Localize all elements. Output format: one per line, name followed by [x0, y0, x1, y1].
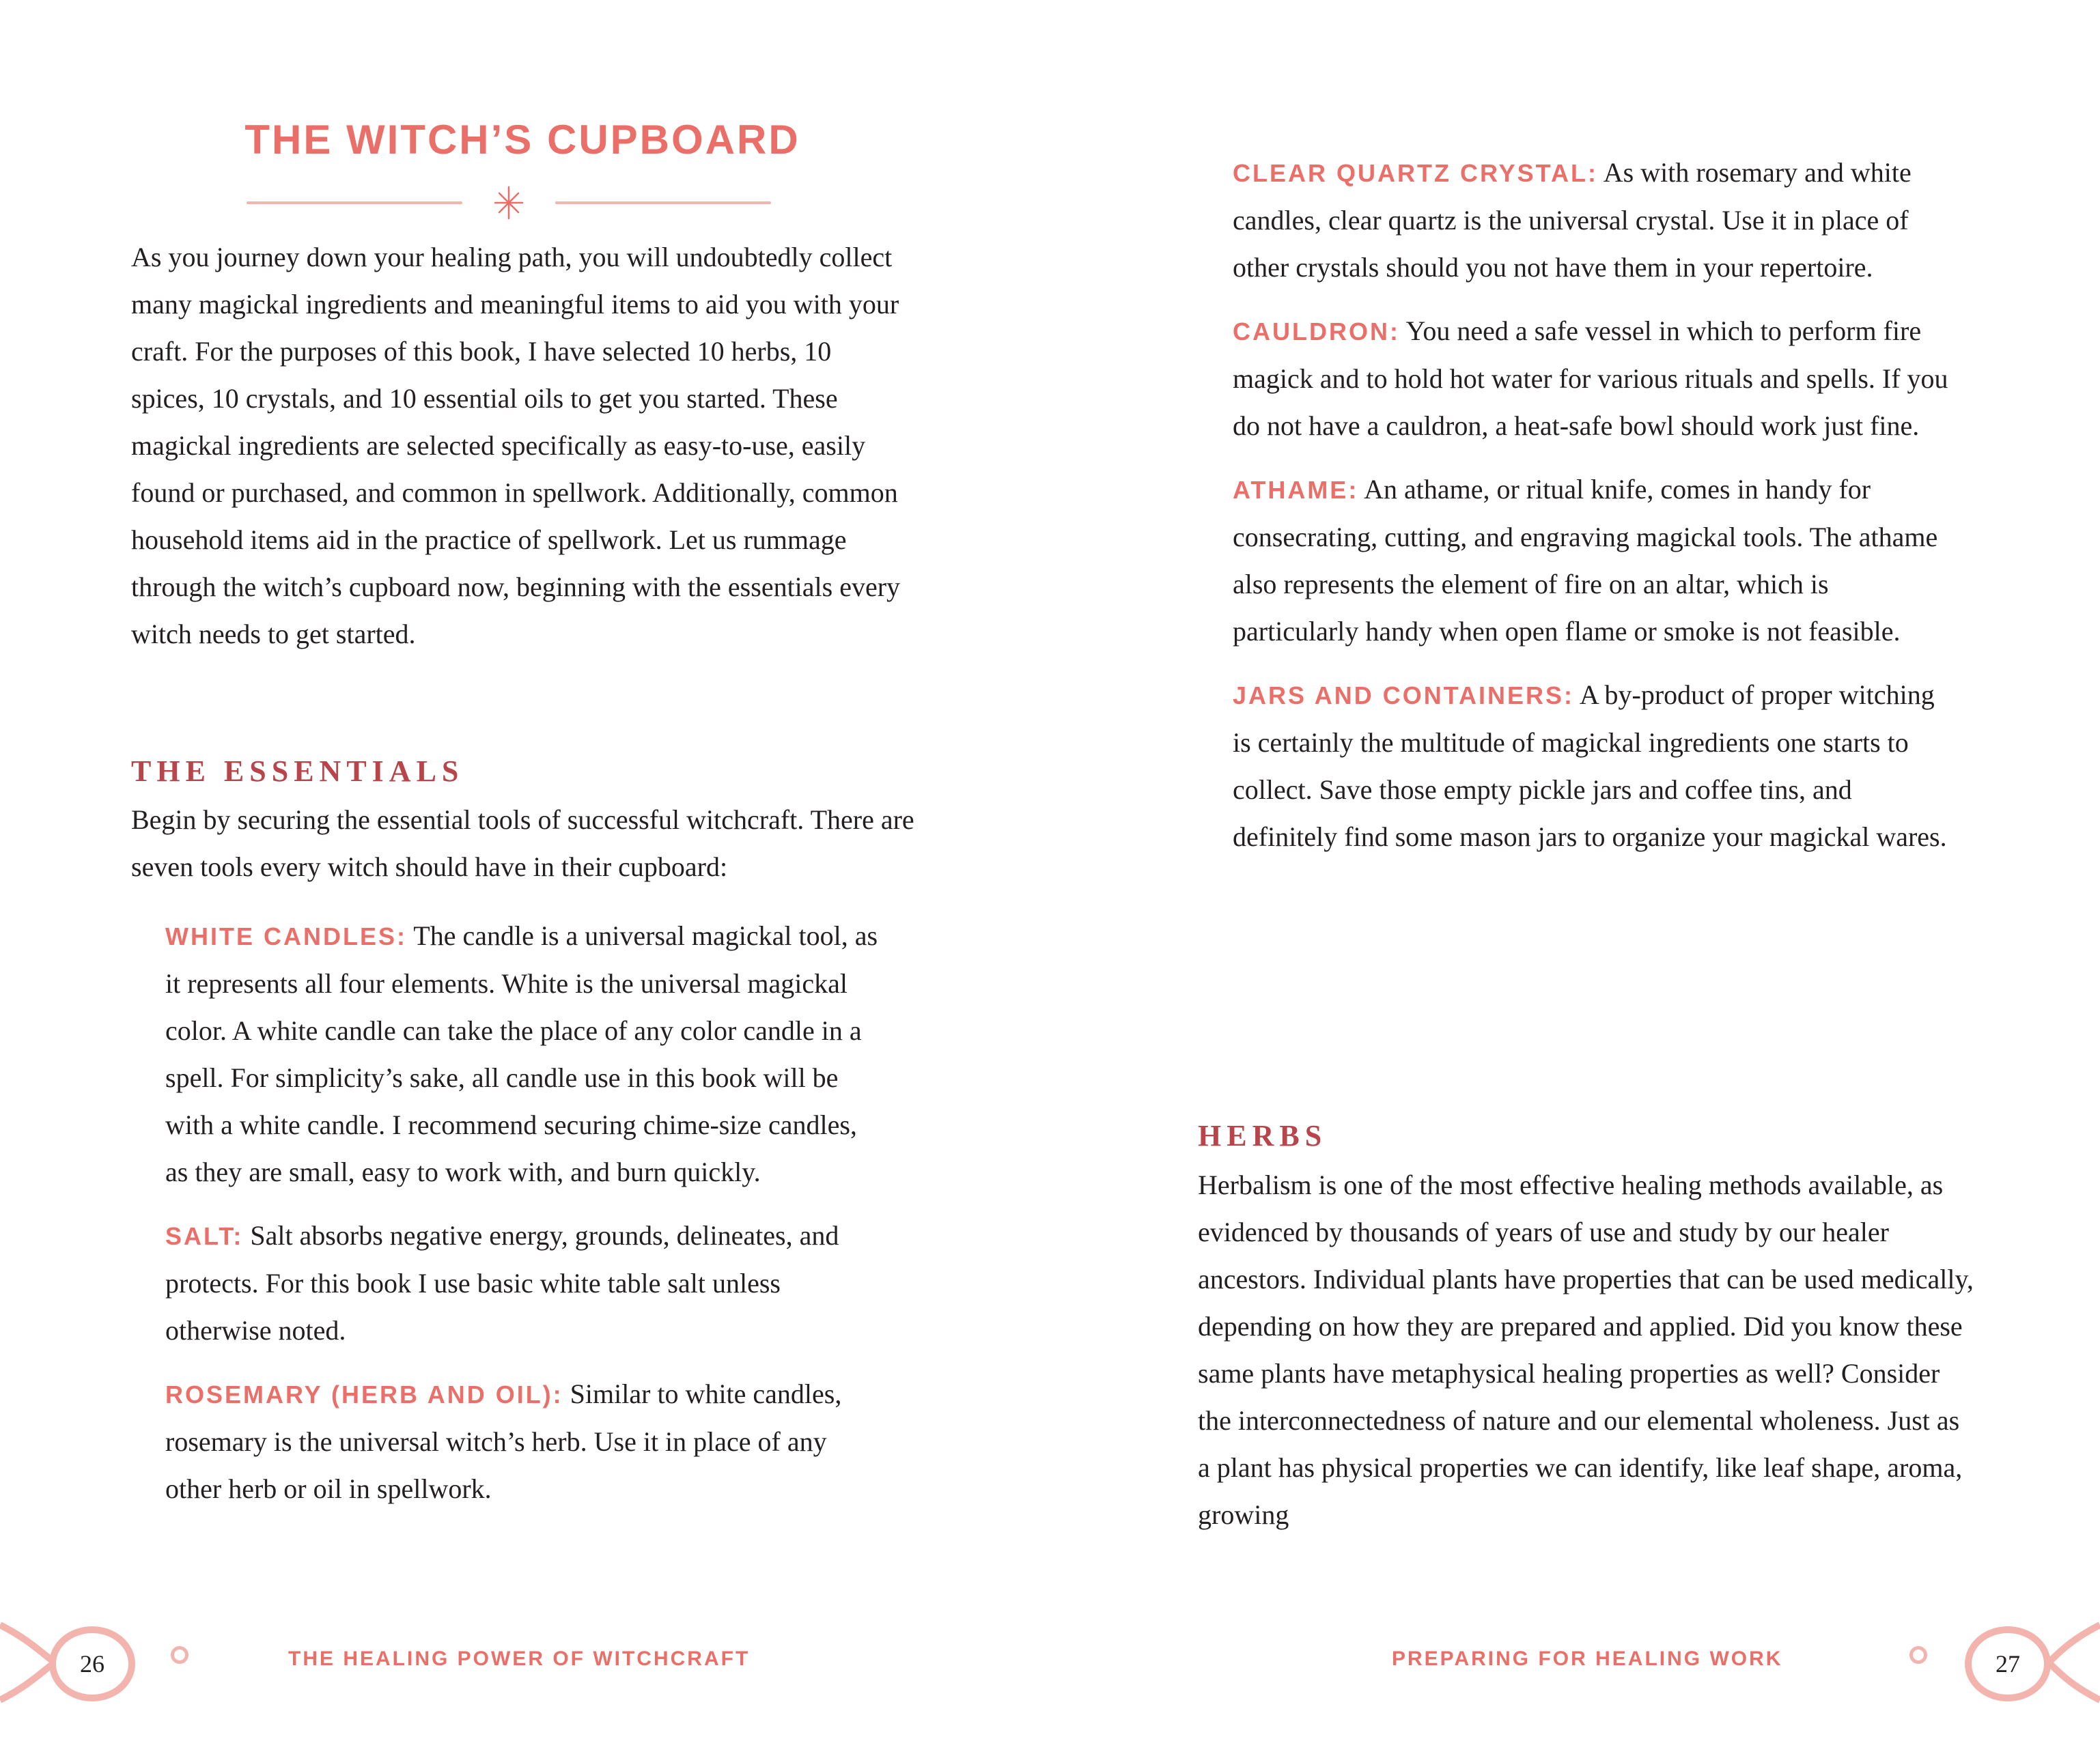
- essentials-heading: THE ESSENTIALS: [131, 754, 464, 788]
- circle-dot-icon: [171, 1646, 188, 1664]
- item-description: The candle is a universal magickal tool, as it represents all four elements. White is the universal magickal color. A white candle can take the place of any color candle in a spell. For simplicity’s sake, all candle use in this book will be with a white candle. I recommend securing chime-size candles, as they are small, easy to work with, and burn quickly.: [165, 920, 878, 1187]
- item-term: CAULDRON:: [1233, 317, 1400, 345]
- item-term: JARS AND CONTAINERS:: [1233, 681, 1575, 709]
- essential-item-white-candles: [165, 912, 882, 1195]
- herbs-paragraph: Herbalism is one of the most effective healing methods available, as evidenced by thousands of years of use and study by our healer ancestors. Individual plants have properties that can be used medically, depending on how they are prepared and applied. Did you know these same plants have metaphysical healing properties as well? Consider the interconnectedness of nature and our elemental wholeness. Just as a plant has physical properties we can identify, like leaf shape, aroma, growing: [1198, 1170, 1974, 1530]
- knot-swirl-icon: [2049, 1611, 2100, 1714]
- item-description: An athame, or ritual knife, comes in handy for consecrating, cutting, and engraving magickal tools. The athame also represents the element of fire on an altar, which is particularly handy when open flame or smoke is not feasible.: [1233, 474, 1938, 647]
- star-divider-ornament: [242, 186, 775, 220]
- item-description: As with rosemary and white candles, clear quartz is the universal crystal. Use it in place of other crystals should you not have them in your repertoire.: [1233, 157, 1912, 283]
- item-description: Similar to white candles, rosemary is the universal witch’s herb. Use it in place of any other herb or oil in spellwork.: [165, 1378, 842, 1504]
- essential-item-salt: [165, 1212, 882, 1354]
- herbs-heading: HERBS: [1198, 1119, 1328, 1152]
- item-term: ROSEMARY (HERB AND OIL):: [165, 1381, 563, 1409]
- knot-swirl-icon: [0, 1611, 55, 1714]
- item-description: A by-product of proper witching is certainly the multitude of magickal ingredients one starts to collect. Save those empty pickle jars and coffee tins, and definitely find some mason jars to organize your magickal wares.: [1233, 679, 1947, 852]
- item-term: WHITE CANDLES:: [165, 922, 407, 950]
- essential-item-cauldron: [1233, 307, 1957, 449]
- essentials-list-left: [165, 912, 882, 1529]
- essentials-intro: Begin by securing the essential tools of successful witchcraft. There are seven tools every witch should have in their cupboard:: [131, 804, 914, 882]
- chapter-title: THE WITCH’S CUPBOARD: [244, 117, 800, 162]
- item-term: CLEAR QUARTZ CRYSTAL:: [1233, 159, 1598, 187]
- page-number-badge-left: [48, 1626, 137, 1701]
- running-head-left: THE HEALING POWER OF WITCHCRAFT: [288, 1647, 751, 1670]
- circle-dot-icon: [1909, 1646, 1927, 1664]
- essential-item-rosemary: [165, 1370, 882, 1512]
- item-description: Salt absorbs negative energy, grounds, delineates, and protects. For this book I use basic white table salt unless otherwise noted.: [165, 1220, 839, 1346]
- page-number-badge-right: [1963, 1626, 2052, 1701]
- essential-item-athame: [1233, 466, 1957, 655]
- item-description: You need a safe vessel in which to perform fire magick and to hold hot water for various rituals and spells. If you do not have a cauldron, a heat-safe bowl should work just fine.: [1233, 315, 1948, 441]
- item-term: SALT:: [165, 1222, 244, 1250]
- essential-item-jars: [1233, 671, 1957, 860]
- essential-item-clear-quartz: [1233, 149, 1957, 291]
- intro-paragraph: As you journey down your healing path, you will undoubtedly collect many magickal ingredients and meaningful items to aid you with your craft. For the purposes of this book, I have selected 10 herbs, 10 spices, 10 crystals, and 10 essential oils to get you started. These magickal ingredients are selected specifically as easy-to-use, easily found or purchased, and common in spellwork. Additionally, common household items aid in the practice of spellwork. Let us rummage through the witch’s cupboard now, beginning with the essentials every witch needs to get started.: [131, 242, 901, 649]
- essentials-list-right: [1233, 149, 1957, 877]
- running-head-right: PREPARING FOR HEALING WORK: [1392, 1647, 1783, 1670]
- page-number: 26: [80, 1650, 104, 1678]
- item-term: ATHAME:: [1233, 476, 1359, 504]
- star-icon: [495, 187, 522, 218]
- page-number: 27: [1996, 1650, 2020, 1678]
